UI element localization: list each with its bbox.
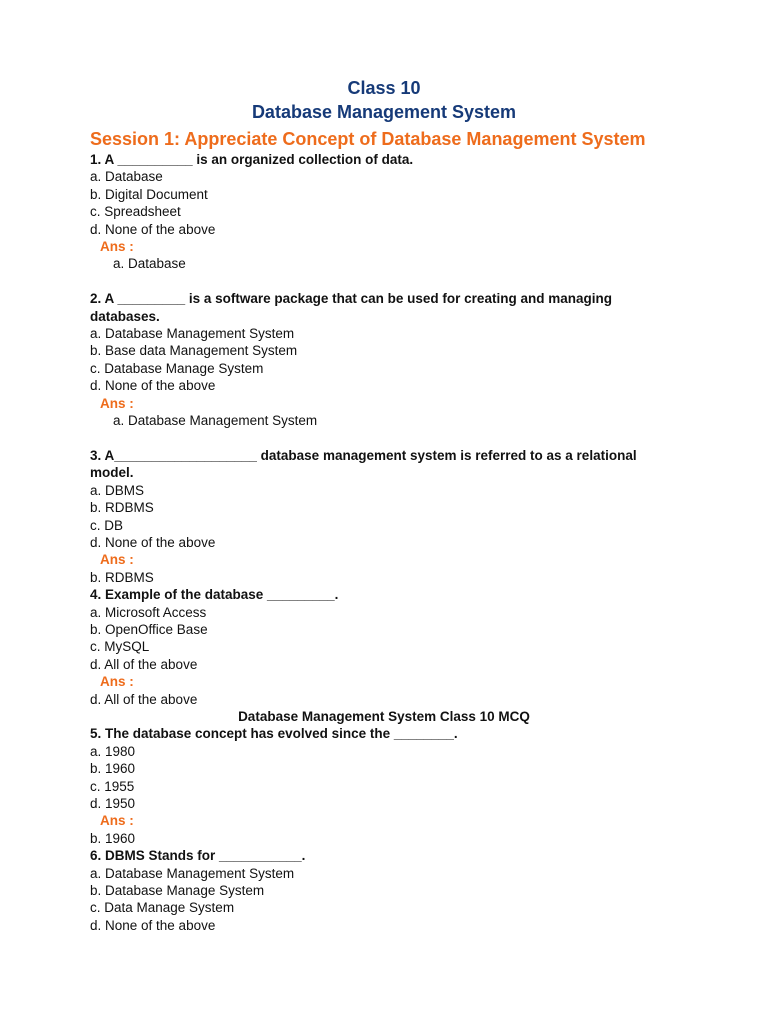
option-d: d. None of the above <box>90 917 216 933</box>
option-c: c. MySQL <box>90 639 150 655</box>
question-block-1 <box>90 151 678 273</box>
answer-label: Ans : <box>100 552 134 568</box>
option-a: a. Database Management System <box>90 865 295 881</box>
option-d: d. 1950 <box>90 796 136 811</box>
question-text: 3. A___________________ database management system is referred to as a relational model. <box>90 447 637 481</box>
option-d: d. All of the above <box>90 656 198 672</box>
question-text: 5. The database concept has evolved since the ________. <box>90 726 458 742</box>
option-c: c. Data Manage System <box>90 900 235 916</box>
question-block-2 <box>90 290 678 429</box>
option-b: b. 1960 <box>90 761 136 777</box>
option-b: b. Database Manage System <box>90 883 265 899</box>
option-d: d. None of the above <box>90 534 216 550</box>
option-a: a. Microsoft Access <box>90 604 207 620</box>
answer-label: Ans : <box>100 395 134 411</box>
option-b: b. OpenOffice Base <box>90 621 208 637</box>
option-c: c. Spreadsheet <box>90 204 181 220</box>
section-subheading: Database Management System Class 10 MCQ <box>238 708 530 724</box>
question-text: 4. Example of the database _________. <box>90 587 339 603</box>
session-heading: Session 1: Appreciate Concept of Database Management System <box>90 129 646 149</box>
answer-text: b. 1960 <box>90 830 136 846</box>
question-block-6 <box>90 847 678 934</box>
spacer <box>90 429 678 446</box>
answer-text: b. RDBMS <box>90 569 154 585</box>
option-c: c. Database Manage System <box>90 360 264 376</box>
option-c: c. 1955 <box>90 778 135 794</box>
question-block-5 <box>90 725 678 847</box>
option-d: d. None of the above <box>90 221 216 237</box>
option-d: d. None of the above <box>90 378 216 394</box>
answer-label: Ans : <box>100 674 134 690</box>
option-c: c. DB <box>90 517 124 533</box>
option-a: a. Database <box>90 169 163 185</box>
option-b: b. Digital Document <box>90 186 208 202</box>
option-a: a. 1980 <box>90 743 136 759</box>
option-b: b. Base data Management System <box>90 343 298 359</box>
option-b: b. RDBMS <box>90 500 154 516</box>
answer-label: Ans : <box>100 239 134 255</box>
option-a: a. Database Management System <box>90 326 295 342</box>
spacer <box>90 273 678 290</box>
question-text: 1. A __________ is an organized collection of data. <box>90 152 414 167</box>
question-text: 6. DBMS Stands for ___________. <box>90 848 306 864</box>
answer-text: d. All of the above <box>90 691 198 707</box>
subject-title: Database Management System <box>251 102 517 122</box>
question-block-4 <box>90 586 678 708</box>
question-block-3 <box>90 447 678 586</box>
answer-text: a. Database Management System <box>113 413 318 429</box>
answer-label: Ans : <box>100 813 134 829</box>
answer-text: a. Database <box>113 256 186 272</box>
option-a: a. DBMS <box>90 482 145 498</box>
question-text: 2. A _________ is a software package that can be used for creating and managing databases. <box>90 291 612 324</box>
class-title: Class 10 <box>347 78 421 98</box>
